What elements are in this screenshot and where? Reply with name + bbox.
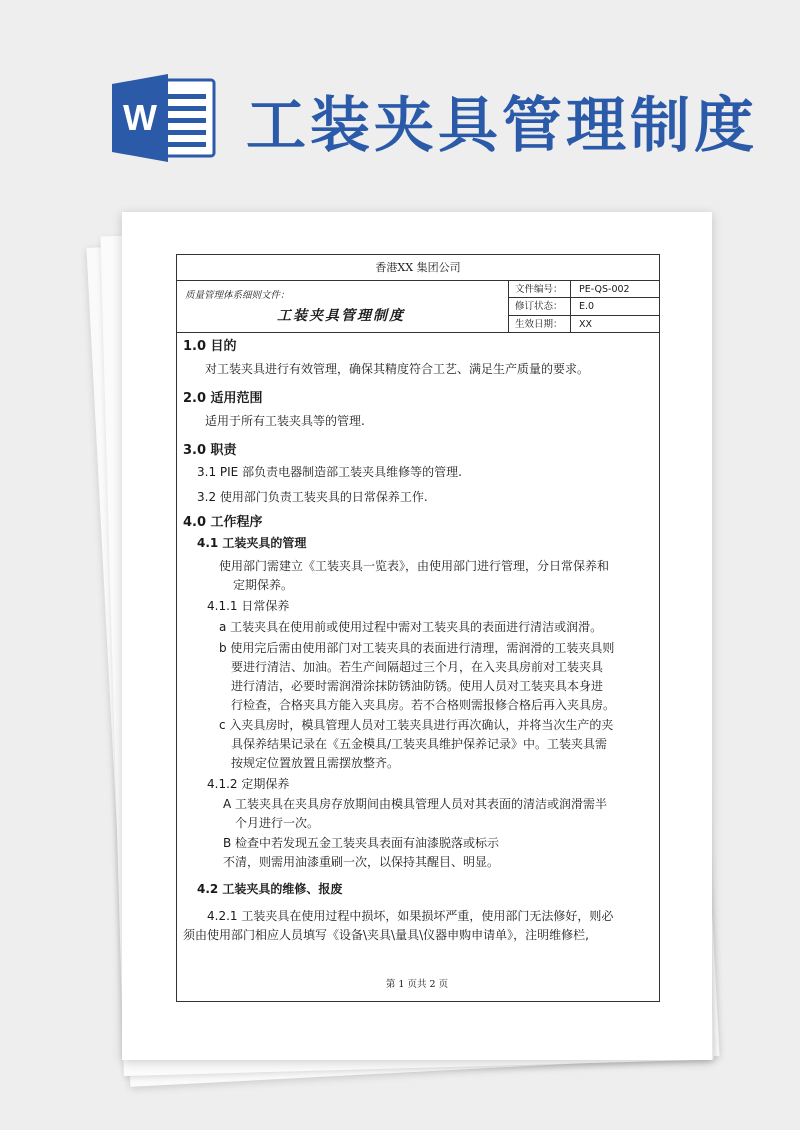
document-body — [177, 333, 659, 945]
header-note: 质量管理体系细则文件： — [185, 290, 290, 301]
list-item: b 使用完后需由使用部门对工装夹具的表面进行清理，需润滑的工装夹具则 要进行清洁、加油。若生产间隔超过三个月，在入夹具房前对工装夹具 进行清洁，必要时需润滑涂抹防锈油防锈。使用人员对工装夹具本身进 行检查，合格夹具方能入夹具房。若不合格则需报修合格后再入夹具房。 — [219, 641, 616, 712]
page-footer: 第 1 页共 2 页 — [385, 979, 449, 990]
paragraph: 3.2 使用部门负责工装夹具的日常保养工作. — [197, 490, 428, 504]
word-icon — [112, 72, 218, 164]
document-frame — [176, 254, 660, 1002]
section-heading: 3.0 职责 — [183, 443, 237, 458]
paragraph: 4.2.1 工装夹具在使用过程中损坏，如果损坏严重，使用部门无法修好，则必 须由使用部门相应人员填写《设备\夹具\量具\仪器申购申请单》，注明维修栏, — [183, 909, 614, 942]
paragraph: 对工装夹具进行有效管理，确保其精度符合工艺、满足生产质量的要求。 — [205, 362, 590, 376]
meta-row: 文件编号： PE-QS-002 — [509, 281, 659, 298]
list-item: A 工装夹具在夹具房存放期间由模具管理人员对其表面的清洁或润滑需半 个月进行一次。 — [223, 797, 608, 830]
subsubsection-heading: 4.1.1 日常保养 — [207, 599, 290, 613]
subsection-heading: 4.2 工装夹具的维修、报废 — [197, 882, 343, 896]
section-heading: 4.0 工作程序 — [183, 515, 263, 530]
meta-table — [509, 281, 659, 332]
meta-row: 生效日期： XX — [509, 316, 659, 333]
meta-row: 修订状态： E.0 — [509, 298, 659, 315]
subsubsection-heading: 4.1.2 定期保养 — [207, 777, 290, 791]
paragraph: 使用部门需建立《工装夹具一览表》，由使用部门进行管理，分日常保养和 定期保养。 — [219, 559, 610, 592]
list-item: B 检查中若发现五金工装夹具表面有油漆脱落或标示 不清，则需用油漆重刷一次，以保持其醒目、明显。 — [223, 836, 500, 869]
list-item: a 工装夹具在使用前或使用过程中需对工装夹具的表面进行清洁或润滑。 — [219, 620, 603, 634]
document-page — [122, 212, 712, 1060]
list-item: c 入夹具房时，模具管理人员对工装夹具进行再次确认，并将当次生产的夹 具保养结果记录在《五金模具/工装夹具维护保养记录》中。工装夹具需 按规定位置放置且需摆放整齐。 — [219, 718, 614, 770]
header-title: 工装夹具管理制度 — [277, 308, 405, 324]
svg-text:W: W — [123, 97, 157, 138]
section-heading: 1.0 目的 — [183, 339, 237, 354]
banner — [0, 0, 800, 190]
subsection-heading: 4.1 工装夹具的管理 — [197, 536, 307, 550]
banner-title: 工装夹具管理制度 — [246, 91, 758, 161]
paragraph: 适用于所有工装夹具等的管理. — [205, 414, 365, 428]
document-header — [177, 281, 659, 333]
company-name: 香港XX 集团公司 — [177, 255, 659, 281]
section-heading: 2.0 适用范围 — [183, 391, 263, 406]
paragraph: 3.1 PIE 部负责电器制造部工装夹具维修等的管理. — [197, 465, 462, 479]
